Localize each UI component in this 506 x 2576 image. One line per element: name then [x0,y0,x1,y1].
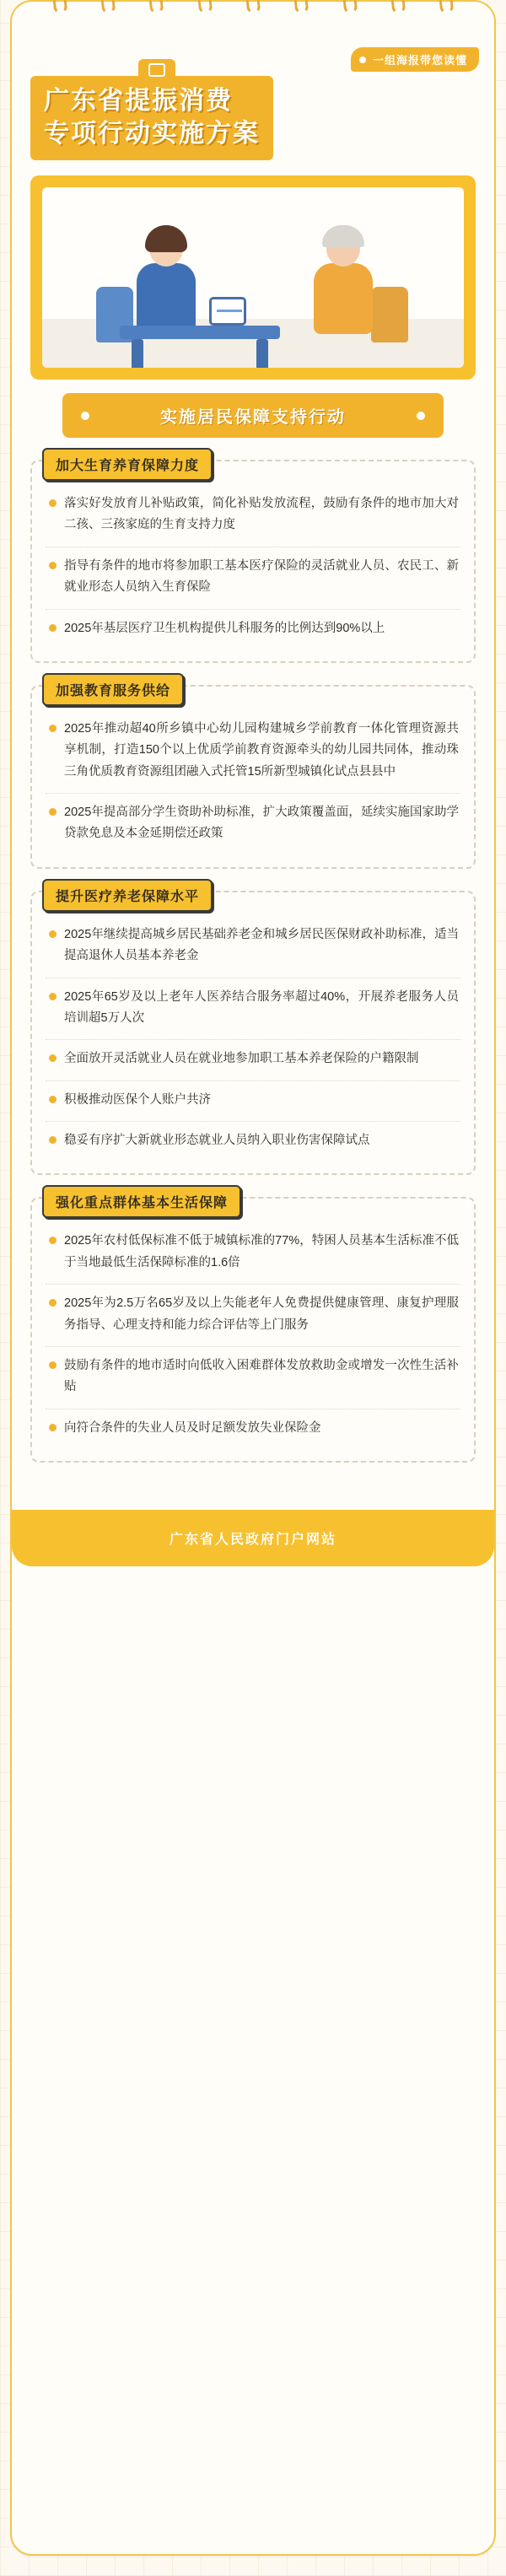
doctor-head [149,231,183,267]
poster-header [12,46,494,160]
illustration-frame [30,175,476,380]
bullet-icon [49,808,57,816]
list-item [46,547,460,610]
section-title: 加大生育养育保障力度 [42,448,213,481]
title-line-2: 专项行动实施方案 [44,120,260,148]
title-line-1: 广东省提振消费 [44,87,233,115]
bullet-icon [49,725,57,732]
ring-icon [390,0,406,14]
section-birth-support [30,460,476,663]
sections-container [12,438,494,1501]
list-item [46,1040,460,1081]
illustration-chair-right [371,287,408,342]
footer-source: 广东省人民政府门户网站 [12,1510,494,1566]
illustration-doctor-patient [42,187,464,368]
section-education [30,685,476,869]
ring-icon [245,0,261,14]
title-bar [30,76,273,160]
ring-icon [439,0,455,14]
list-item-text: 2025年为2.5万名65岁及以上失能老年人免费提供健康管理、康复护理服务指导、心理支持和能力综合评估等上门服务 [64,1296,459,1332]
bullet-icon [49,562,57,569]
table-leg [132,339,143,368]
section-banner: 实施居民保障支持行动 [62,393,444,438]
document-icon [138,59,175,78]
table-leg [256,339,268,368]
doctor-hair [145,225,187,252]
list-item-text: 2025年提高部分学生资助补助标准，扩大政策覆盖面，延续实施国家助学贷款免息及本金延期偿还政策 [64,806,459,841]
bullet-icon [49,1361,57,1369]
list-item [46,916,460,978]
list-item-text: 向符合条件的失业人员及时足额发放失业保险金 [64,1420,321,1435]
list-item [46,485,460,547]
list-item-text: 全面放开灵活就业人员在就业地参加职工基本养老保险的户籍限制 [64,1052,419,1066]
list-item-text: 积极推动医保个人账户共济 [64,1092,211,1107]
list-item-text: 鼓励有条件的地市适时向低收入困难群体发放救助金或增发一次性生活补贴 [64,1358,459,1394]
list-item [46,794,460,855]
bullet-icon [49,1136,57,1144]
list-item [46,1347,460,1409]
bullet-icon [49,1096,57,1103]
paper-card [10,0,496,2556]
illustration-doctor [137,231,196,334]
spiral-rings [12,0,494,13]
list-item [46,1081,460,1122]
section-medical-pension [30,891,476,1176]
section-title: 加强教育服务供给 [42,673,184,706]
illustration-table [120,326,280,339]
page-title [30,76,273,160]
list-item [46,710,460,794]
bullet-icon [49,1299,57,1307]
doctor-body [137,263,196,334]
list-item-text: 稳妥有序扩大新就业形态就业人员纳入职业伤害保障试点 [64,1134,370,1147]
patient-head [326,231,360,267]
bullet-icon [49,1237,57,1244]
list-item [46,1285,460,1347]
section-title: 提升医疗养老保障水平 [42,879,213,912]
list-item-text: 2025年农村低保标准不低于城镇标准的77%，特困人员基本生活标准不低于当地最低生活保障标准的1.6倍 [64,1234,459,1269]
bullet-icon [49,1054,57,1062]
patient-hair [322,225,364,247]
bullet-icon [49,993,57,1000]
ring-icon [196,0,213,14]
header-ribbon: 一组海报带您读懂 [351,47,479,72]
bullet-icon [49,930,57,938]
list-item [46,1222,460,1285]
ring-icon [293,0,310,14]
list-item [46,1122,460,1161]
bullet-icon [49,499,57,507]
list-item-text: 落实好发放育儿补贴政策，简化补贴发放流程，鼓励有条件的地市加大对二孩、三孩家庭的生育支持力度 [64,497,459,532]
list-item-text: 2025年继续提高城乡居民基础养老金和城乡居民医保财政补助标准，适当提高退休人员基本养老金 [64,927,459,963]
section-basic-livelihood [30,1197,476,1463]
bullet-icon [49,624,57,632]
list-item-text: 2025年基层医疗卫生机构提供儿科服务的比例达到90%以上 [64,621,385,635]
list-item-text: 2025年推动超40所乡镇中心幼儿园构建城乡学前教育一体化管理资源共享机制，打造150个以上优质学前教育资源牵头的幼儿园共同体，推动珠三角优质教育资源组团融入式托管15所新型城镇化试点县县中 [64,721,459,779]
ring-icon [342,0,358,14]
list-item [46,978,460,1041]
list-item-text: 指导有条件的地市将参加职工基本医疗保险的灵活就业人员、农民工、新就业形态人员纳入生育保险 [64,558,459,595]
patient-body [314,263,373,334]
ring-icon [51,0,67,14]
illustration-monitor [209,297,246,326]
bullet-icon [49,1424,57,1431]
ring-icon [148,0,164,14]
section-title: 强化重点群体基本生活保障 [42,1185,241,1218]
list-item [46,610,460,649]
list-item-text: 2025年65岁及以上老年人医养结合服务率超过40%，开展养老服务人员培训超5万人次 [64,989,459,1025]
illustration-patient [314,231,373,334]
ring-icon [100,0,116,14]
list-item [46,1409,460,1449]
